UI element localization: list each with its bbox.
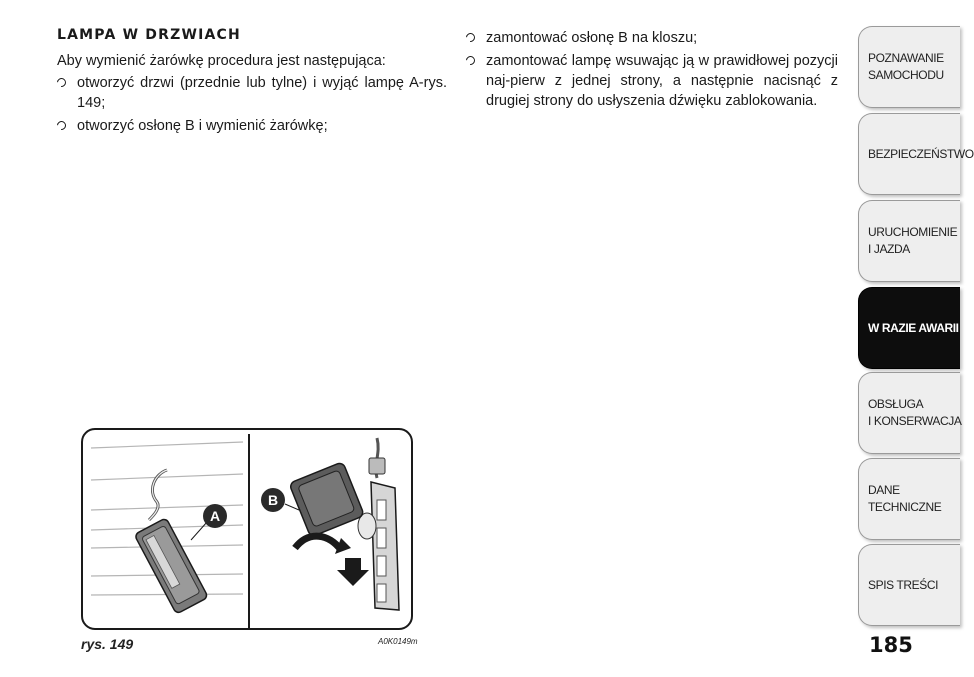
tab-label: POZNAWANIE — [868, 51, 944, 65]
lamp-illustration — [83, 430, 415, 632]
tab-label: SPIS TREŚCI — [868, 577, 939, 592]
bullet-icon — [464, 31, 477, 44]
left-column — [57, 51, 447, 139]
list-item-text: otworzyć osłonę B i wymienić żarówkę; — [77, 118, 328, 134]
list-item-text: otworzyć drzwi (przednie lub tylne) i wyjąć lampę A-rys. 149; — [77, 75, 447, 111]
bullet-icon — [464, 54, 477, 67]
figure-code: A0K0149m — [378, 637, 418, 646]
list-item — [57, 116, 447, 136]
tab-w-razie-awarii[interactable] — [858, 287, 960, 369]
tab-uruchomienie-i-jazda[interactable] — [858, 200, 960, 282]
list-item — [57, 73, 447, 113]
tab-label: SAMOCHODU — [868, 68, 944, 82]
page-number: 185 — [869, 633, 913, 657]
intro-text: Aby wymienić żarówkę procedura jest następująca: — [57, 53, 386, 69]
list-item — [466, 51, 838, 111]
tab-spis-tresci[interactable] — [858, 544, 960, 626]
figure-caption: rys. 149 — [81, 636, 134, 652]
tab-obsluga-i-konserwacja[interactable] — [858, 372, 960, 454]
label-a: A — [209, 508, 221, 524]
tab-dane-techniczne[interactable] — [858, 458, 960, 540]
label-b: B — [267, 492, 279, 508]
tab-label: BEZPIECZEŃSTWO — [868, 146, 974, 161]
list-item-text: zamontować osłonę B na kloszu; — [486, 30, 698, 46]
list-item — [466, 28, 838, 48]
figure-149 — [81, 428, 413, 630]
right-column — [466, 28, 838, 114]
tab-label: OBSŁUGA — [868, 397, 924, 411]
tab-label: W RAZIE AWARII — [868, 320, 959, 335]
bullet-icon — [55, 76, 68, 89]
list-item-text: zamontować lampę wsuwając ją w prawidłowej pozycji naj-pierw z jednej strony, a następnie nacisnąć z drugiej strony do usłyszenia dźwięku zablokowania. — [486, 53, 838, 109]
tab-label: DANE — [868, 483, 900, 497]
tab-label: I JAZDA — [868, 242, 910, 256]
tab-label: I KONSERWACJA — [868, 414, 962, 428]
tab-label: URUCHOMIENIE — [868, 225, 958, 239]
tab-bezpieczenstwo[interactable] — [858, 113, 974, 195]
bullet-icon — [55, 119, 68, 132]
section-heading: LAMPA W DRZWIACH — [57, 27, 241, 43]
tab-label: TECHNICZNE — [868, 500, 942, 514]
tab-poznawanie-samochodu[interactable] — [858, 26, 960, 108]
